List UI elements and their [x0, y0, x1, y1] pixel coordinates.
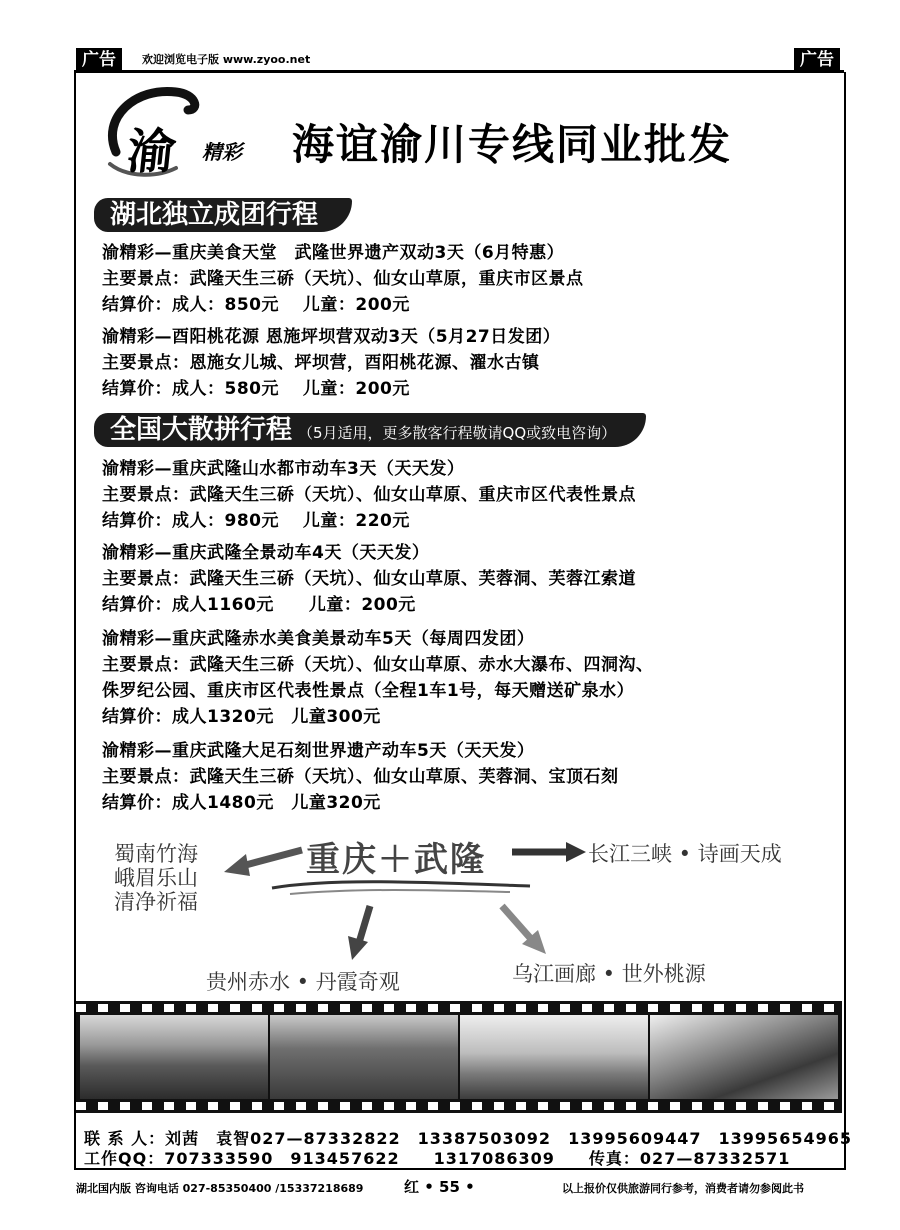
page-title: 海谊渝川专线同业批发 [292, 120, 733, 169]
section-note: （5月适用，更多散客行程敬请QQ或致电咨询） [298, 424, 617, 442]
route-title: 渝精彩—重庆武隆大足石刻世界遗产动车5天（天天发） [102, 741, 535, 761]
route-spots: 主要景点：武隆天生三硚（天坑）、仙女山草原、赤水大瀑布、四洞沟、 [102, 655, 654, 675]
footer-right: 以上报价仅供旅游同行参考，消费者请勿参阅此书 [562, 1182, 804, 1195]
ad-tag-left: 广告 [76, 48, 122, 72]
route-spots: 主要景点：武隆天生三硚（天坑）、仙女山草原、芙蓉洞、芙蓉江索道 [102, 569, 636, 589]
map-left-destinations [114, 842, 198, 914]
scenery-photo-river [650, 1015, 838, 1099]
section-heading-text: 全国大散拼行程 [110, 415, 293, 445]
route-item [102, 626, 654, 730]
route-price: 结算价：成人：580元 儿童：200元 [102, 379, 410, 399]
map-bottom-left-destination: 贵州赤水 • 丹霞奇观 [206, 970, 400, 994]
route-spots: 主要景点：恩施女儿城、坪坝营，酉阳桃花源、濯水古镇 [102, 353, 540, 373]
destination: 峨眉乐山 [114, 866, 198, 890]
page-number: 红 • 55 • [404, 1178, 475, 1196]
route-title: 渝精彩—重庆武隆全景动车4天（天天发） [102, 543, 430, 563]
scenery-film-strip [76, 1001, 842, 1113]
section-heading-national [94, 413, 646, 447]
route-item [102, 540, 636, 618]
map-right-destination: 长江三峡 • 诗画天成 [588, 842, 782, 866]
route-arrows-icon [220, 836, 600, 960]
logo-mark: 渝 [124, 124, 179, 180]
film-holes-top [76, 1004, 842, 1012]
route-spots: 主要景点：武隆天生三硚（天坑）、仙女山草原、重庆市区代表性景点 [102, 485, 636, 505]
map-bottom-right-destination: 乌江画廊 • 世外桃源 [512, 962, 706, 986]
route-title: 渝精彩—酉阳桃花源 恩施坪坝营双动3天（5月27日发团） [102, 327, 561, 347]
route-item [102, 738, 619, 816]
route-item [102, 456, 636, 534]
route-spots: 主要景点：武隆天生三硚（天坑）、仙女山草原，重庆市区景点 [102, 269, 584, 289]
map-center: 重庆＋武隆 [306, 840, 486, 880]
route-price: 结算价：成人：980元 儿童：220元 [102, 511, 410, 531]
destination: 清净祈福 [114, 890, 198, 914]
route-title: 渝精彩—重庆武隆山水都市动车3天（天天发） [102, 459, 465, 479]
scenery-photo-cliff [80, 1015, 268, 1099]
route-item [102, 240, 584, 318]
route-price: 结算价：成人1320元 儿童300元 [102, 707, 381, 727]
contact-line-2: 工作QQ：707333590 913457622 1317086309 传真：027—87332571 [84, 1149, 791, 1168]
film-holes-bottom [76, 1102, 842, 1110]
ad-tag-right: 广告 [794, 48, 840, 72]
route-item [102, 324, 560, 402]
route-spots-cont: 侏罗纪公园、重庆市区代表性景点（全程1车1号，每天赠送矿泉水） [102, 681, 635, 701]
scenery-photo-mountains [460, 1015, 648, 1099]
route-price: 结算价：成人：850元 儿童：200元 [102, 295, 410, 315]
logo-sub: 精彩 [202, 140, 242, 164]
route-price: 结算价：成人1480元 儿童320元 [102, 793, 381, 813]
destination: 蜀南竹海 [114, 842, 198, 866]
section-heading-hubei: 湖北独立成团行程 [94, 198, 352, 232]
route-price: 结算价：成人1160元 儿童：200元 [102, 595, 416, 615]
footer-left: 湖北国内版 咨询电话 027-85350400 /15337218689 [76, 1182, 364, 1195]
scenery-photo-waterfall [270, 1015, 458, 1099]
route-spots: 主要景点：武隆天生三硚（天坑）、仙女山草原、芙蓉洞、宝顶石刻 [102, 767, 619, 787]
route-title: 渝精彩—重庆武隆赤水美食美景动车5天（每周四发团） [102, 629, 535, 649]
site-text: 欢迎浏览电子版 www.zyoo.net [142, 53, 311, 66]
route-title: 渝精彩—重庆美食天堂 武隆世界遗产双动3天（6月特惠） [102, 243, 565, 263]
contact-line-1: 联 系 人：刘茜 袁智027—87332822 13387503092 13995609447 13995654965 [84, 1129, 852, 1148]
film-frames [80, 1015, 838, 1099]
